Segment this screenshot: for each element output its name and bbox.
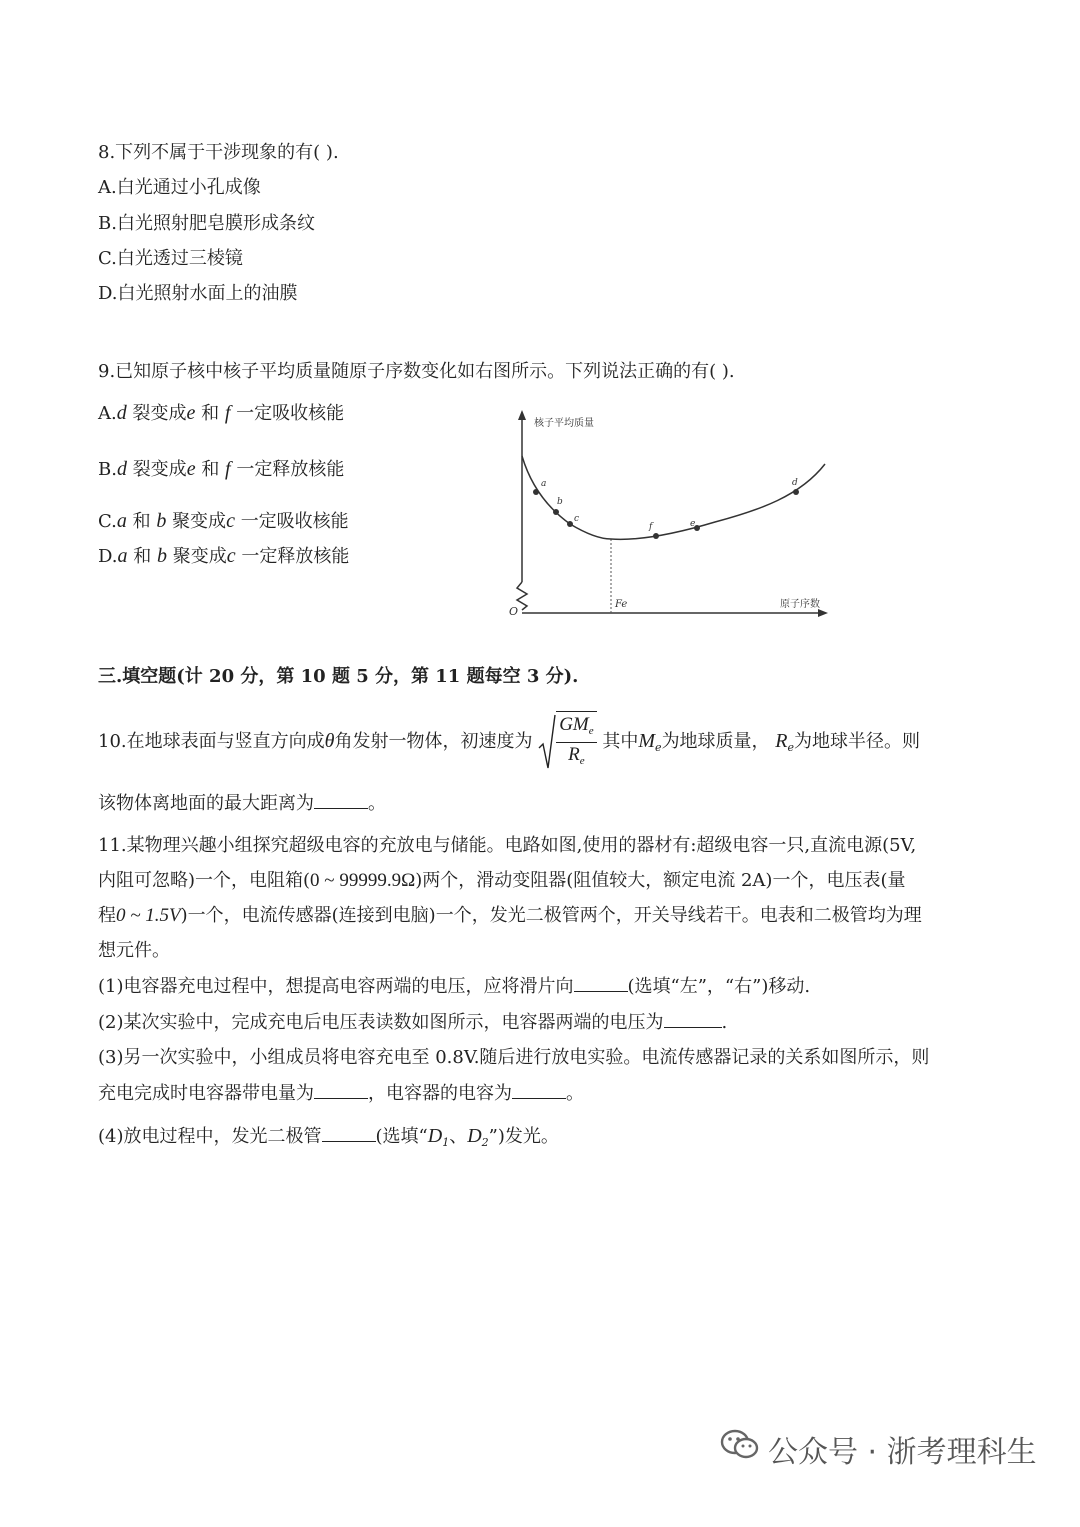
sqrt-expression: $\frac{GM_e}{R_e}$ bbox=[538, 711, 596, 773]
q9-option-c: C.a 和 b 聚变成c 一定吸收核能 bbox=[98, 510, 349, 532]
point-a bbox=[533, 489, 539, 495]
q10-answer-blank[interactable] bbox=[314, 792, 368, 809]
q11-part3-line1: (3)另一次实验中，小组成员将电容充电至 0.8V.随后进行放电实验。电流传感器记录的关系如图所示，则 bbox=[98, 1047, 930, 1068]
axis-break bbox=[517, 582, 527, 610]
point-b-label: b bbox=[557, 497, 563, 507]
q11-part1: (1)电容器充电过程中，想提高电容两端的电压，应将滑片向 (选填“左”，“右”)移动. bbox=[98, 976, 811, 997]
q11-line4: 想元件。 bbox=[98, 940, 170, 961]
q8-stem: 8.下列不属于干涉现象的有( ). bbox=[98, 142, 339, 163]
point-f-label: f bbox=[649, 522, 653, 532]
x-axis-arrow bbox=[818, 609, 828, 617]
q9-option-b: B.d 裂变成e 和 f 一定释放核能 bbox=[98, 458, 345, 480]
point-c bbox=[567, 521, 573, 527]
y-axis-arrow bbox=[518, 410, 526, 420]
q11-part2: (2)某次实验中，完成充电后电压表读数如图所示，电容器两端的电压为 . bbox=[98, 1012, 728, 1033]
x-axis-label: 原子序数 bbox=[780, 599, 820, 610]
q10-line1: 10.在地球表面与竖直方向成θ角发射一物体，初速度为 $\frac{GM_e}{R_e}$ 其中$M_e$为地球质量， $R_e$为地球半径。则 bbox=[98, 711, 920, 771]
q11-line2: 内阻可忽略)一个，电阻箱(0 ~ 99999.9Ω)两个，滑动变阻器(阻值较大，额定电流 2A)一个，电压表(量 bbox=[98, 870, 906, 891]
wechat-icon bbox=[720, 1428, 760, 1470]
point-e-label: e bbox=[690, 519, 696, 529]
q8-option-d: D.白光照射水面上的油膜 bbox=[98, 283, 298, 304]
point-f bbox=[653, 533, 659, 539]
q9-option-a: A.d 裂变成e 和 f 一定吸收核能 bbox=[98, 402, 345, 424]
q11-part3-charge-blank[interactable] bbox=[314, 1082, 368, 1099]
q11-part4-blank[interactable] bbox=[322, 1125, 376, 1142]
q11-line3: 程0 ~ 1.5V)一个，电流传感器(连接到电脑)一个，发光二极管两个，开关导线若干。电表和二极管均为理 bbox=[98, 905, 922, 926]
watermark: 公众号 · 浙考理科生 bbox=[720, 1427, 1037, 1471]
point-d-label: d bbox=[792, 478, 798, 488]
q9-stem: 9.已知原子核中核子平均质量随原子序数变化如右图所示。下列说法正确的有( ). bbox=[98, 361, 735, 382]
q11-part2-blank[interactable] bbox=[664, 1011, 722, 1028]
point-c-label: c bbox=[574, 514, 580, 524]
fe-label: Fe bbox=[615, 599, 628, 610]
q8-option-c: C.白光透过三棱镜 bbox=[98, 248, 243, 269]
point-b bbox=[553, 509, 559, 515]
q11-part3-capacitance-blank[interactable] bbox=[512, 1082, 566, 1099]
mass-curve bbox=[522, 456, 825, 539]
y-axis-label: 核子平均质量 bbox=[534, 418, 594, 429]
q11-part4: (4)放电过程中，发光二极管 (选填“$D_1$、$D_2$”)发光。 bbox=[98, 1125, 559, 1149]
q11-part3-line2: 充电完成时电容器带电量为 ，电容器的电容为 。 bbox=[98, 1083, 584, 1104]
q9-option-d: D.a 和 b 聚变成c 一定释放核能 bbox=[98, 545, 350, 567]
q11-part1-blank[interactable] bbox=[574, 975, 628, 992]
q10-line2: 该物体离地面的最大距离为 。 bbox=[98, 793, 386, 814]
q11-line1: 11.某物理兴趣小组探究超级电容的充放电与储能。电路如图,使用的器材有:超级电容一只,直流电源(5V, bbox=[98, 835, 917, 856]
q8-option-a: A.白光通过小孔成像 bbox=[98, 177, 261, 198]
q8-option-b: B.白光照射肥皂膜形成条纹 bbox=[98, 213, 315, 234]
point-d bbox=[793, 489, 799, 495]
nucleon-mass-graph bbox=[500, 408, 840, 630]
section-3-title: 三.填空题(计 20 分，第 10 题 5 分，第 11 题每空 3 分). bbox=[98, 666, 579, 687]
origin-label: O bbox=[509, 605, 519, 618]
point-a-label: a bbox=[541, 479, 547, 489]
